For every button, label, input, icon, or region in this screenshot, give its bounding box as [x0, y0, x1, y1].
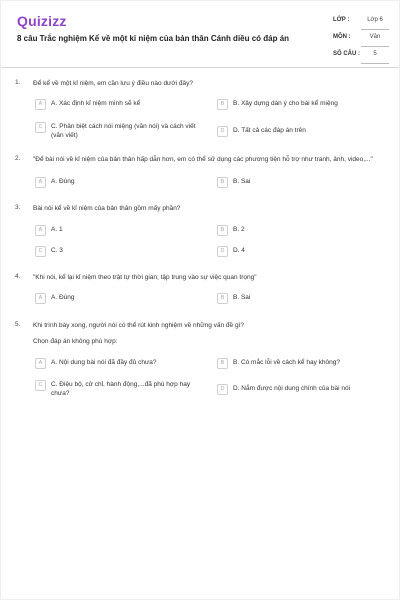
- option-text: D. Nắm được nội dung chính của bài nói: [233, 385, 351, 392]
- option-letter-a: A: [35, 177, 46, 188]
- option-text: C. 3: [51, 247, 63, 254]
- option-letter-d: D: [217, 384, 228, 395]
- option-text: B. Sai: [233, 294, 251, 301]
- answer-option-a[interactable]: [35, 225, 185, 236]
- option-letter-b: B: [217, 177, 228, 188]
- meta-grade-label: LỚP :: [333, 17, 350, 23]
- answer-option-c[interactable]: [35, 246, 185, 257]
- meta-underline: [361, 63, 389, 64]
- option-text: C. Phân biệt cách nói miệng (văn nói) và cách viết (văn viết): [51, 123, 196, 139]
- option-text: A. 1: [51, 226, 63, 233]
- option-letter-c: C: [35, 122, 46, 133]
- option-letter-a: A: [35, 99, 46, 110]
- meta-subject-label: MÔN :: [333, 34, 351, 40]
- option-text: B. Xây dựng dàn ý cho bài kể miệng: [233, 100, 338, 107]
- answer-option-a[interactable]: [35, 177, 185, 188]
- question-number: 2.: [15, 155, 21, 162]
- option-text: A. Đúng: [51, 178, 75, 185]
- meta-subject: [333, 30, 389, 47]
- option-letter-c: C: [35, 246, 46, 257]
- answer-option-a[interactable]: [35, 99, 185, 110]
- option-letter-b: B: [217, 99, 228, 110]
- answer-option-b[interactable]: [217, 358, 385, 369]
- meta-grade: [333, 13, 389, 30]
- answer-option-a[interactable]: [35, 358, 205, 369]
- option-text: C. Điệu bộ, cử chỉ, hành động,...đã phù hợp hay chưa?: [51, 381, 191, 397]
- meta-subject-value: Văn: [369, 34, 381, 40]
- question-instruction: Chọn đáp án không phù hợp:: [33, 338, 118, 345]
- worksheet-title: 8 câu Trắc nghiệm Kể về một kỉ niệm của bản thân Cánh diều có đáp án: [17, 34, 290, 43]
- answer-option-c[interactable]: [35, 122, 205, 140]
- question-text: Bài nói kể về kỉ niệm của bản thân gồm mấy phần?: [33, 205, 181, 212]
- question-number: 5.: [15, 321, 21, 328]
- answer-option-c[interactable]: [35, 380, 205, 398]
- answer-option-b[interactable]: [217, 225, 385, 236]
- answer-option-b[interactable]: [217, 99, 385, 110]
- question-number: 3.: [15, 204, 21, 211]
- meta-grade-value: Lớp 6: [367, 17, 383, 23]
- option-text: A. Nội dung bài nói đã đầy đủ chưa?: [51, 359, 157, 366]
- worksheet-meta: [333, 13, 389, 64]
- meta-count-value: 5: [373, 51, 377, 57]
- question-number: 1.: [15, 79, 21, 86]
- meta-count: [333, 47, 389, 64]
- answer-option-d[interactable]: [217, 384, 385, 395]
- meta-count-label: SỐ CÂU :: [333, 51, 360, 57]
- option-text: B. 2: [233, 226, 245, 233]
- option-text: D. Tất cả các đáp án trên: [233, 127, 306, 134]
- quizizz-logo: Quizizz: [17, 13, 67, 29]
- option-letter-b: B: [217, 358, 228, 369]
- option-letter-b: B: [217, 225, 228, 236]
- question-number: 4.: [15, 273, 21, 280]
- answer-option-b[interactable]: [217, 177, 385, 188]
- option-letter-a: A: [35, 225, 46, 236]
- option-letter-a: A: [35, 293, 46, 304]
- option-letter-a: A: [35, 358, 46, 369]
- answer-option-d[interactable]: [217, 246, 385, 257]
- option-text: A. Đúng: [51, 294, 75, 301]
- question-text: "Để bài nói về kỉ niệm của bản thân hấp dẫn hơn, em có thể sử dụng các phương tiện hỗ trợ như tranh, ảnh, video,...": [33, 156, 373, 163]
- option-letter-d: D: [217, 246, 228, 257]
- answer-option-b[interactable]: [217, 293, 385, 304]
- worksheet-header: [1, 1, 399, 68]
- option-text: D. 4: [233, 247, 245, 254]
- answer-option-d[interactable]: [217, 126, 385, 137]
- question-text: Khi trình bày xong, người nói có thể rút kinh nghiệm về những vấn đề gì?: [33, 322, 244, 329]
- option-letter-d: D: [217, 126, 228, 137]
- answer-option-a[interactable]: [35, 293, 185, 304]
- question-text: Để kể về một kỉ niệm, em cần lưu ý điều nào dưới đây?: [33, 80, 194, 87]
- option-letter-c: C: [35, 380, 46, 391]
- question-text: "Khi nói, kể lại kỉ niệm theo trật tự thời gian; tập trung vào sự việc quan trọng": [33, 274, 257, 281]
- option-text: A. Xác định kỉ niệm mình sẽ kể: [51, 100, 141, 107]
- option-text: B. Sai: [233, 178, 251, 185]
- option-text: B. Có mắc lỗi về cách kể hay không?: [233, 359, 340, 366]
- option-letter-b: B: [217, 293, 228, 304]
